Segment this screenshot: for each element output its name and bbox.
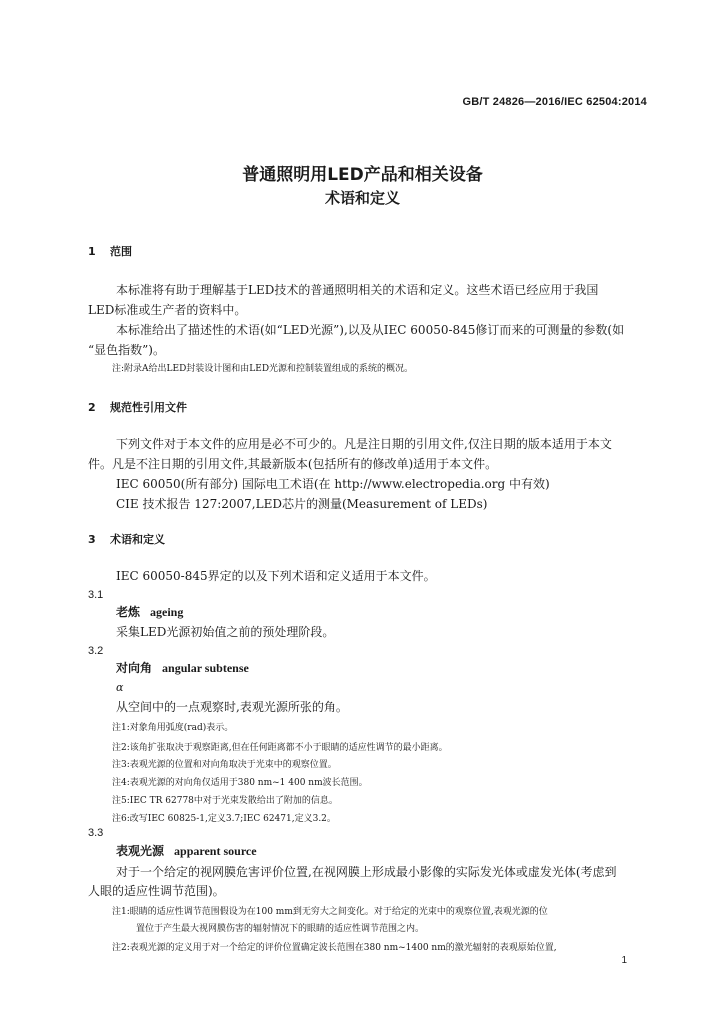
note: 注2:表观光源的定义用于对一个给定的评价位置确定波长范围在380 nm~1400 nm的激光辐射的表观原始位置, [112, 943, 557, 953]
reference-item: CIE 技术报告 127:2007,LED芯片的测量(Measurement of LEDs) [116, 497, 488, 511]
note: 注:附录A给出LED封装设计图和由LED光源和控制装置组成的系统的概况。 [112, 364, 414, 374]
note: 注1:眼睛的适应性调节范围假设为在100 mm到无穷大之间变化。对于给定的光束中的观察位置,表观光源的位 [112, 907, 548, 917]
section-number: 2 [88, 401, 96, 414]
paragraph-line: LED标准或生产者的资料中。 [88, 303, 247, 317]
note: 注2:该角扩张取决于观察距离,但在任何距离都不小于眼睛的适应性调节的最小距离。 [112, 743, 448, 753]
section-heading-terms [88, 531, 165, 547]
term-definition: 采集LED光源初始值之前的预处理阶段。 [116, 625, 335, 639]
section-title: 术语和定义 [110, 533, 165, 546]
term-symbol: α [116, 681, 124, 694]
term-number: 3.3 [88, 827, 104, 839]
section-heading-scope [88, 243, 132, 259]
document-subtitle: 术语和定义 [324, 189, 400, 207]
paragraph-line: 本标准将有助于理解基于LED技术的普通照明相关的术语和定义。这些术语已经应用于我国 [116, 283, 599, 297]
paragraph-line: 下列文件对于本文件的应用是必不可少的。凡是注日期的引用文件,仅注日期的版本适用于本文 [116, 437, 612, 451]
section-heading-normative-references [88, 399, 187, 415]
standard-code: GB/T 24826—2016/IEC 62504:2014 [462, 96, 647, 108]
note: 注4:表观光源的对向角仅适用于380 nm~1 400 nm波长范围。 [112, 778, 368, 788]
section-title: 规范性引用文件 [110, 401, 187, 414]
term-english: angular subtense [162, 661, 249, 675]
section-number: 3 [88, 533, 96, 546]
paragraph-line: “显色指数”)。 [88, 343, 165, 357]
paragraph-line: 本标准给出了描述性的术语(如“LED光源”),以及从IEC 60050-845修订而来的可测量的参数(如 [116, 323, 625, 337]
term-entry [116, 842, 257, 859]
section-title: 范围 [110, 245, 132, 258]
term-number: 3.2 [88, 645, 104, 657]
page-number: 1 [621, 955, 627, 966]
term-chinese: 表观光源 [116, 844, 165, 858]
note: 注3:表观光源的位置和对向角取决于光束中的观察位置。 [112, 760, 337, 770]
term-english: ageing [150, 605, 184, 619]
document-title: 普通照明用LED产品和相关设备 [242, 165, 483, 185]
term-definition: 从空间中的一点观察时,表观光源所张的角。 [116, 700, 348, 714]
note: 注5:IEC TR 62778中对于光束发散给出了附加的信息。 [112, 796, 338, 806]
section-number: 1 [88, 245, 96, 258]
term-definition: 对于一个给定的视网膜危害评价位置,在视网膜上形成最小影像的实际发光体或虚发光体(考虑到 [116, 865, 617, 879]
note: 注1:对象角用弧度(rad)表示。 [112, 723, 234, 733]
term-definition: 人眼的适应性调节范围)。 [88, 884, 225, 898]
term-chinese: 对向角 [116, 661, 153, 675]
paragraph-line: IEC 60050-845界定的以及下列术语和定义适用于本文件。 [116, 569, 436, 583]
note: 注6:改写IEC 60825-1,定义3.7;IEC 62471,定义3.2。 [112, 814, 336, 824]
note: 置位于产生最大视网膜伤害的辐射情况下的眼睛的适应性调节范围之内。 [136, 924, 425, 934]
term-entry [116, 603, 183, 620]
term-english: apparent source [174, 844, 257, 858]
term-number: 3.1 [88, 589, 104, 601]
reference-item: IEC 60050(所有部分) 国际电工术语(在 http://www.electropedia.org 中有效) [116, 477, 550, 491]
paragraph-line: 件。凡是不注日期的引用文件,其最新版本(包括所有的修改单)适用于本文件。 [88, 457, 498, 471]
term-entry [116, 659, 249, 676]
term-chinese: 老炼 [116, 605, 141, 619]
